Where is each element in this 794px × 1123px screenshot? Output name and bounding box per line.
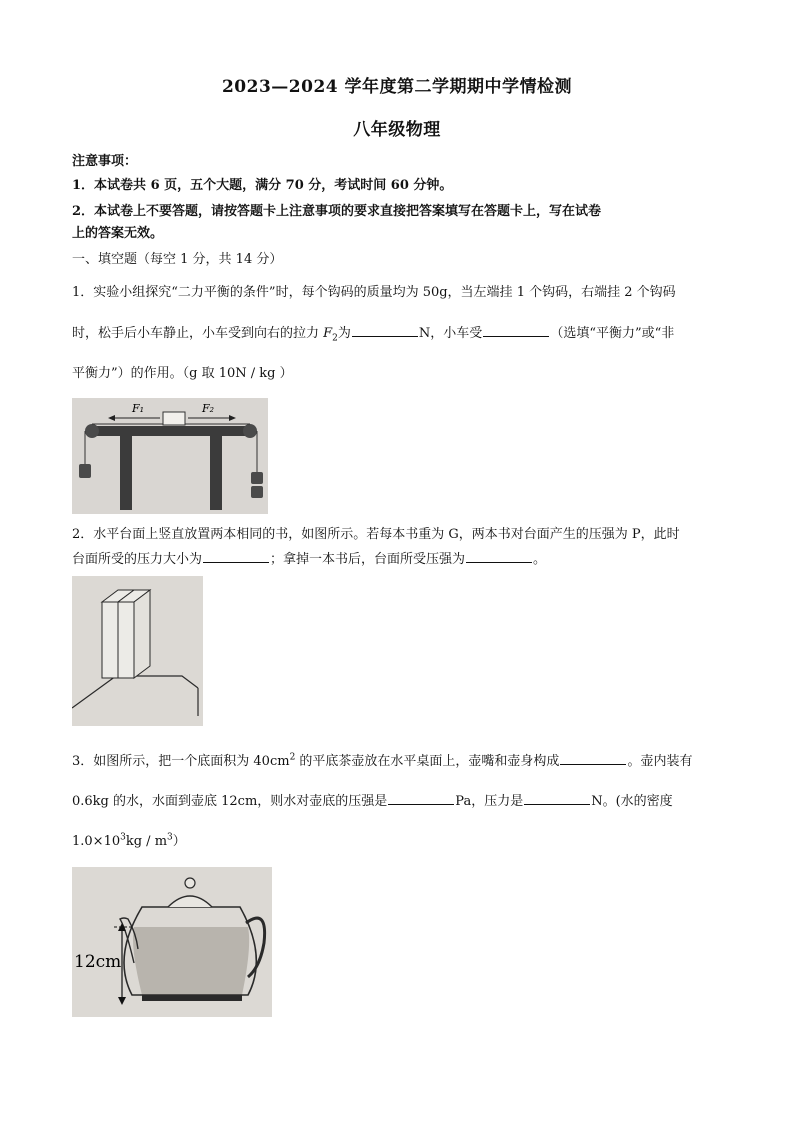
book-1-spine [102, 602, 118, 678]
q1-text-a: 时，松手后小车静止，小车受到向右的拉力 [72, 326, 324, 341]
weight-right-2 [251, 486, 263, 498]
q3-text-b: 的平底茶壶放在水平桌面上，壶嘴和壶身构成 [295, 754, 560, 769]
q2-text-b: ；拿掉一本书后，台面所受压强为 [270, 552, 466, 567]
q3-text-g: 1.0×10 [72, 834, 121, 849]
water-fill [133, 927, 249, 995]
q2-line-2 [72, 548, 732, 567]
teapot-base [142, 995, 242, 1001]
table-top [94, 426, 250, 436]
pulley-left-icon [85, 424, 99, 438]
q2-figure-books [72, 576, 203, 726]
q3-blank-3[interactable] [524, 792, 590, 805]
cart [163, 412, 185, 425]
label-f1: F₁ [132, 402, 145, 415]
book-2-side [134, 590, 150, 678]
q1-figure-balance-apparatus [72, 398, 268, 514]
notice-heading: 注意事项： [72, 154, 138, 169]
q3-blank-1[interactable] [560, 752, 626, 765]
table-leg-left [120, 436, 132, 510]
q2-line-1: 2．水平台面上竖直放置两本相同的书，如图所示。若每本书重为 G，两本书对台面产生的压强为 P，此时 [72, 527, 680, 542]
q3-sup-1: 2 [289, 752, 296, 763]
q1-line-1: 1．实验小组探究“二力平衡的条件”时，每个钩码的质量均为 50g，当左端挂 1 个钩码，右端挂 2 个钩码 [72, 285, 676, 300]
q2-blank-2[interactable] [466, 550, 532, 563]
q3-text-d: 0.6kg 的水，水面到壶底 12cm，则水对壶底的压强是 [72, 794, 388, 809]
q1-var-f: F [323, 326, 333, 341]
q3-line-2 [72, 790, 732, 809]
section-heading: 一、填空题（每空 1 分，共 14 分） [72, 252, 283, 267]
q3-figure-teapot [72, 867, 272, 1017]
q2-text-c: 。 [533, 552, 547, 567]
q2-blank-1[interactable] [203, 550, 269, 563]
q1-text-d: （选填“平衡力”或“非 [550, 326, 675, 341]
page-subtitle: 八年级物理 [353, 120, 441, 140]
notice-item-2-line-2: 上的答案无效。 [72, 226, 164, 241]
label-f2: F₂ [202, 402, 215, 415]
q3-text-c: 。壶内装有 [627, 754, 693, 769]
q3-text-h: kg / m [125, 834, 168, 849]
pulley-right-icon [243, 424, 257, 438]
page-title: 2023—2024 学年度第二学期期中学情检测 [221, 77, 573, 97]
table-leg-right [210, 436, 222, 510]
q3-text-i: ） [172, 834, 186, 849]
q3-sup-3: 3 [167, 832, 173, 843]
q1-blank-1[interactable] [352, 324, 418, 337]
notice-item-2-line-1: 2．本试卷上不要答题，请按答题卡上注意事项的要求直接把答案填写在答题卡上，写在试卷 [72, 204, 602, 219]
q3-text-e: Pa，压力是 [455, 794, 524, 809]
q1-text-c: N，小车受 [418, 326, 483, 341]
q3-text-a: 3．如图所示，把一个底面积为 40cm [72, 754, 290, 769]
q1-text-b: 为 [337, 326, 351, 341]
book-2-spine [118, 602, 134, 678]
height-label: 12cm [74, 952, 122, 972]
weight-right-1 [251, 472, 263, 484]
q1-line-2 [72, 322, 732, 344]
q3-line-3 [72, 830, 732, 849]
teapot-knob-icon [185, 878, 195, 888]
q3-line-1 [72, 750, 732, 769]
q3-blank-2[interactable] [388, 792, 454, 805]
notice-item-1: 1．本试卷共 6 页，五个大题，满分 70 分，考试时间 60 分钟。 [72, 178, 453, 193]
q2-text-a: 台面所受的压力大小为 [72, 552, 203, 567]
q1-blank-2[interactable] [483, 324, 549, 337]
q1-line-3: 平衡力”）的作用。（g 取 10N / kg ） [72, 366, 293, 381]
q3-text-f: N。(水的密度 [591, 794, 673, 809]
q3-sup-2: 3 [120, 832, 126, 843]
weight-left-1 [79, 464, 91, 478]
q1-var-sub: 2 [332, 333, 338, 344]
